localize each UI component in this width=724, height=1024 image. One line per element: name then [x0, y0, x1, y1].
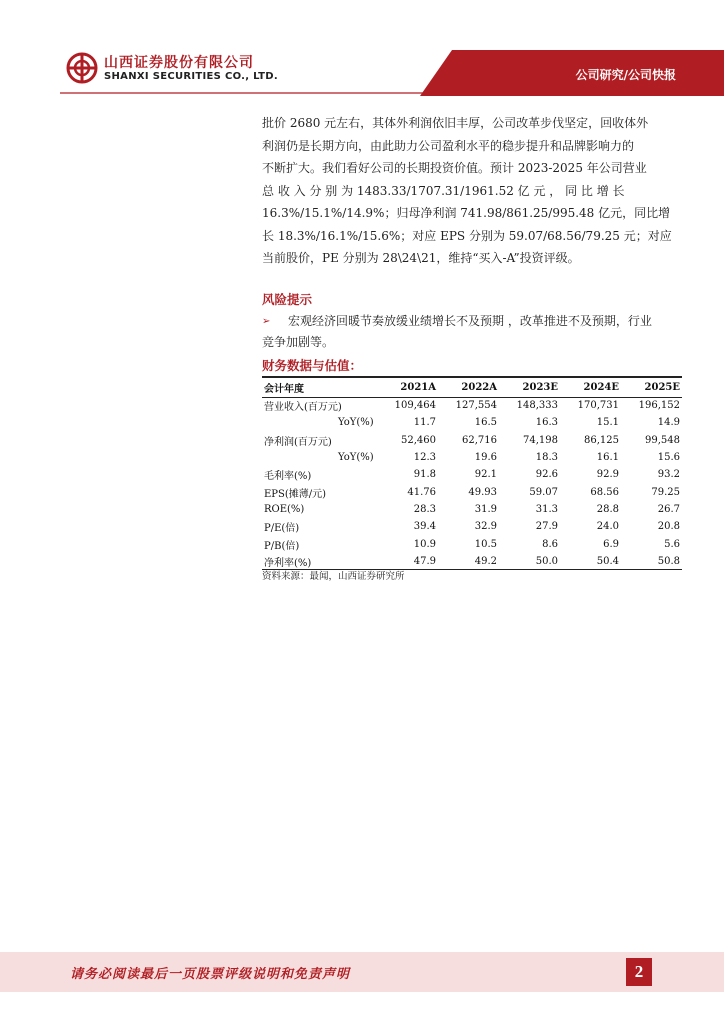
row-label: 净利润(百万元) — [264, 436, 332, 448]
table-row — [262, 432, 682, 449]
row-label: 营业收入(百万元) — [264, 402, 342, 414]
table-row — [262, 397, 682, 414]
table-cell: 49.93 — [468, 486, 497, 498]
company-name-en: SHANXI SECURITIES CO., LTD. — [104, 71, 278, 82]
table-cell: 92.1 — [474, 469, 497, 481]
table-cell: 79.25 — [651, 486, 680, 498]
risk-heading: 风险提示 — [262, 292, 313, 307]
table-cell: 16.3 — [535, 417, 558, 429]
table-cell: 27.9 — [535, 521, 558, 533]
arrow-bullet-icon: ➢ — [262, 316, 271, 327]
table-cell: 15.6 — [657, 452, 680, 464]
risk-item — [262, 311, 682, 353]
table-row — [262, 414, 682, 431]
table-cell: 31.9 — [474, 503, 497, 515]
table-cell: 50.0 — [499, 553, 560, 570]
table-cell: 47.9 — [382, 553, 438, 570]
table-cell: 20.8 — [657, 521, 680, 533]
table-header-row — [262, 377, 682, 397]
row-label: P/B(倍) — [264, 540, 300, 552]
column-header: 2025E — [621, 377, 682, 397]
disclaimer-text: 请务必阅读最后一页股票评级说明和免责声明 — [70, 967, 351, 982]
table-cell: 24.0 — [596, 521, 619, 533]
table-cell: 49.2 — [438, 553, 499, 570]
table-cell: 18.3 — [535, 452, 558, 464]
table-cell: 31.3 — [535, 503, 558, 515]
page-number: 2 — [626, 958, 652, 986]
table-row — [262, 501, 682, 518]
table-cell: 170,731 — [577, 400, 619, 412]
table-cell: 10.9 — [413, 538, 436, 550]
column-header: 会计年度 — [262, 377, 382, 397]
table-cell: 196,152 — [638, 400, 680, 412]
table-cell: 50.8 — [621, 553, 682, 570]
financials-table — [262, 376, 682, 570]
risk-line: 竞争加剧等。 — [262, 335, 335, 349]
paragraph-line: 当前股价，PE 分别为 28\24\21，维持“买入-A”投资评级。 — [262, 251, 580, 265]
paragraph-line: 总 收 入 分 别 为 1483.33/1707.31/1961.52 亿 元 ， 同 比 增 长 — [262, 183, 625, 198]
table-cell: 91.8 — [413, 469, 436, 481]
table-cell: 14.9 — [657, 417, 680, 429]
table-cell: 93.2 — [657, 469, 680, 481]
row-label: 毛利率(%) — [264, 471, 312, 483]
section-tag: 公司研究/公司快报 — [575, 68, 676, 82]
table-cell: 148,333 — [516, 400, 558, 412]
table-cell: 92.9 — [596, 469, 619, 481]
table-row — [262, 449, 682, 466]
table-row — [262, 466, 682, 483]
page-header — [0, 0, 724, 96]
table-cell: 5.6 — [664, 538, 680, 550]
table-cell: 15.1 — [596, 417, 619, 429]
row-label: ROE(%) — [264, 503, 305, 515]
table-cell: 11.7 — [413, 417, 436, 429]
table-cell: 68.56 — [590, 486, 619, 498]
table-cell: 62,716 — [462, 434, 497, 446]
table-cell: 127,554 — [455, 400, 497, 412]
paragraph-line: 利润仍是长期方向，由此助力公司盈利水平的稳步提升和品牌影响力的 — [262, 138, 635, 153]
table-cell: 59.07 — [529, 486, 558, 498]
risk-line: 宏观经济回暖节奏放缓业绩增长不及预期 ，改革推进不及预期，行业 — [288, 314, 652, 328]
table-cell: 92.6 — [535, 469, 558, 481]
column-header: 2024E — [560, 377, 621, 397]
table-row — [262, 483, 682, 500]
paragraph-line: 不断扩大。我们看好公司的长期投资价值。预计 2023-2025 年公司营业 — [262, 161, 647, 175]
row-label: EPS(摊薄/元) — [264, 488, 327, 500]
table-cell: 19.6 — [474, 452, 497, 464]
table-cell: 28.3 — [413, 503, 436, 515]
column-header: 2023E — [499, 377, 560, 397]
paragraph-line: 16.3%/15.1%/14.9%；归母净利润 741.98/861.25/995.48 亿元，同比增 — [262, 206, 671, 220]
table-cell: 52,460 — [401, 434, 436, 446]
table-cell: 86,125 — [584, 434, 619, 446]
column-header: 2021A — [382, 377, 438, 397]
data-source: 资料来源：最闻，山西证券研究所 — [262, 571, 405, 582]
table-cell: 8.6 — [542, 538, 558, 550]
table-row — [262, 535, 682, 552]
row-label: 净利率(%) — [262, 553, 382, 570]
table-cell: 41.76 — [407, 486, 436, 498]
table-cell: 26.7 — [657, 503, 680, 515]
row-label: YoY(%) — [338, 417, 374, 429]
table-cell: 50.4 — [560, 553, 621, 570]
valuation-paragraph — [262, 112, 682, 270]
paragraph-line: 长 18.3%/16.1%/15.6%；对应 EPS 分别为 59.07/68.56/79.25 元；对应 — [262, 228, 672, 243]
table-cell: 39.4 — [413, 521, 436, 533]
table-cell: 109,464 — [394, 400, 436, 412]
table-row — [262, 518, 682, 535]
row-label: YoY(%) — [338, 452, 374, 464]
table-cell: 12.3 — [413, 452, 436, 464]
financials-heading: 财务数据与估值： — [262, 358, 363, 373]
page-footer — [0, 952, 724, 992]
table-cell: 28.8 — [596, 503, 619, 515]
table-cell: 6.9 — [603, 538, 619, 550]
paragraph-line: 批价 2680 元左右，其体外利润依旧丰厚，公司改革步伐坚定，回收体外 — [262, 116, 649, 130]
row-label: P/E(倍) — [264, 523, 300, 535]
table-cell: 32.9 — [474, 521, 497, 533]
column-header: 2022A — [438, 377, 499, 397]
table-cell: 16.1 — [596, 452, 619, 464]
table-cell: 10.5 — [474, 538, 497, 550]
company-name-cn: 山西证券股份有限公司 — [104, 55, 254, 71]
table-cell: 99,548 — [645, 434, 680, 446]
table-cell: 74,198 — [523, 434, 558, 446]
company-logo-icon — [66, 52, 98, 84]
table-cell: 16.5 — [474, 417, 497, 429]
